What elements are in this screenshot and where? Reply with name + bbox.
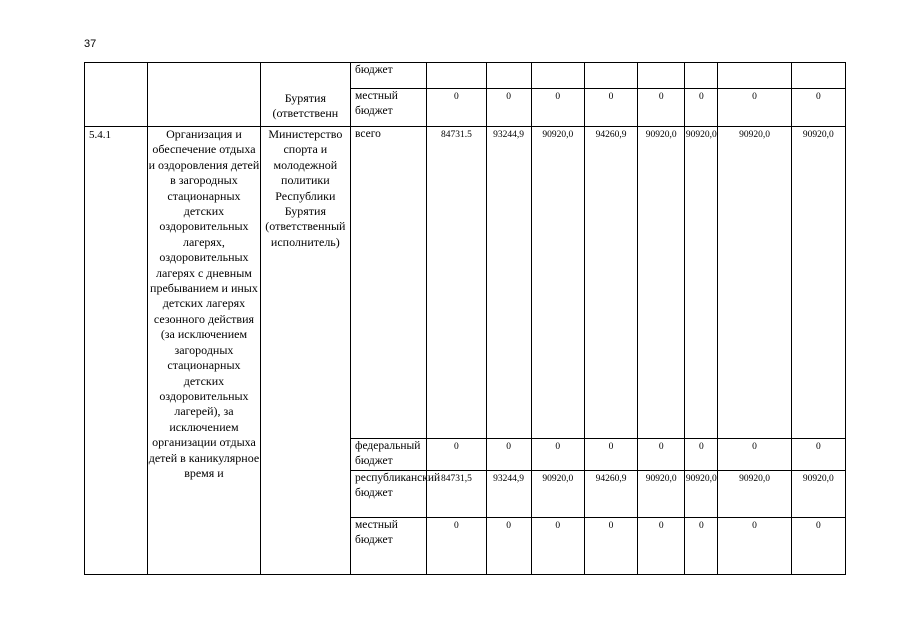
value-cell: 0	[791, 89, 845, 127]
value-cell	[584, 63, 637, 89]
value-cell	[638, 63, 685, 89]
value-cell: 0	[584, 518, 637, 575]
value-cell: 94260,9	[584, 127, 637, 439]
responsible-executor: Министерство спорта и молодежной политики Республики Бурятия (ответственный исполнитель)	[260, 127, 350, 575]
funding-source: местный бюджет	[351, 89, 427, 127]
responsible-text: Бурятия (ответственн	[272, 91, 339, 121]
funding-source: федеральный бюджет	[351, 439, 427, 471]
value-cell: 90920,0	[791, 127, 845, 439]
value-cell: 0	[638, 518, 685, 575]
value-cell: 0	[427, 518, 486, 575]
value-cell: 0	[486, 518, 531, 575]
value-cell: 0	[685, 89, 718, 127]
value-cell: 0	[531, 518, 584, 575]
value-cell: 0	[791, 518, 845, 575]
value-cell: 84731,5	[427, 471, 486, 518]
budget-table	[84, 62, 846, 575]
value-cell: 90920,0	[638, 127, 685, 439]
value-cell: 0	[531, 89, 584, 127]
value-cell: 0	[531, 439, 584, 471]
page-number: 37	[84, 38, 97, 50]
description-cell	[148, 63, 260, 127]
item-number: 5.4.1	[85, 127, 148, 575]
value-cell: 0	[685, 439, 718, 471]
value-cell: 0	[638, 89, 685, 127]
value-cell	[685, 63, 718, 89]
value-cell: 90920,0	[718, 127, 791, 439]
value-cell: 90920,0	[531, 127, 584, 439]
value-cell: 93244,9	[486, 471, 531, 518]
table-row	[85, 127, 846, 439]
item-description: Организация и обеспечение отдыха и оздоровления детей в загородных стационарных детских оздоровительных лагерях, оздоровительных лагерях с дневным пребыванием и иных детских лагерях сезонного действия (за исключением загородных стационарных детских оздоровительных лагерей), за исключением организации отдыха детей в каникулярное время и	[148, 127, 260, 575]
value-cell: 90920,0	[791, 471, 845, 518]
value-cell: 0	[718, 89, 791, 127]
value-cell: 0	[638, 439, 685, 471]
value-cell: 90920,0	[718, 471, 791, 518]
value-cell: 0	[427, 439, 486, 471]
value-cell: 0	[584, 439, 637, 471]
value-cell	[791, 63, 845, 89]
value-cell: 0	[584, 89, 637, 127]
value-cell: 90920,0	[685, 127, 718, 439]
value-cell: 0	[685, 518, 718, 575]
value-cell	[718, 63, 791, 89]
value-cell: 90920,0	[638, 471, 685, 518]
value-cell: 0	[486, 89, 531, 127]
funding-source: республиканский бюджет	[351, 471, 427, 518]
value-cell: 84731.5	[427, 127, 486, 439]
value-cell	[531, 63, 584, 89]
funding-source: бюджет	[351, 63, 427, 89]
value-cell: 0	[791, 439, 845, 471]
value-cell: 90920,0	[531, 471, 584, 518]
value-cell: 0	[718, 439, 791, 471]
item-number-cell	[85, 63, 148, 127]
funding-source: местный бюджет	[351, 518, 427, 575]
value-cell: 94260,9	[584, 471, 637, 518]
value-cell: 0	[427, 89, 486, 127]
value-cell	[427, 63, 486, 89]
value-cell: 0	[718, 518, 791, 575]
value-cell: 93244,9	[486, 127, 531, 439]
funding-source: всего	[351, 127, 427, 439]
table-row	[85, 63, 846, 89]
value-cell: 0	[486, 439, 531, 471]
value-cell	[486, 63, 531, 89]
value-cell: 90920,0	[685, 471, 718, 518]
responsible-cell	[260, 63, 350, 127]
